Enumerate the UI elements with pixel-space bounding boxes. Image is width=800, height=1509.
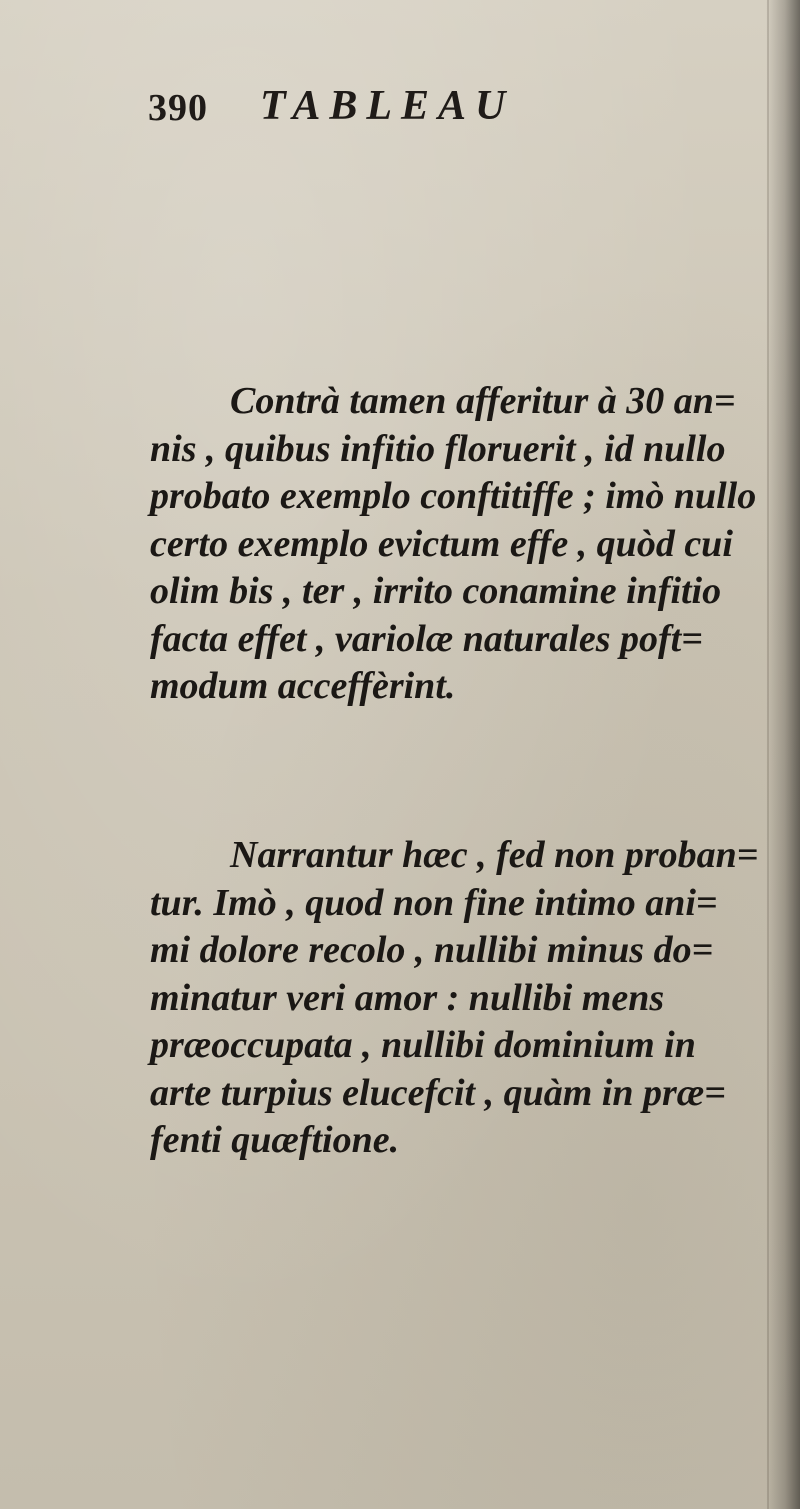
text-line: arte turpius elucefcit , quàm in præ= — [150, 1071, 726, 1114]
text-line: minatur veri amor : nullibi mens — [150, 976, 665, 1019]
page-header — [148, 82, 708, 132]
text-line: probato exemplo conftitiffe ; imò nullo — [150, 475, 757, 517]
paragraph-1 — [150, 378, 757, 711]
running-title: TABLEAU — [260, 83, 515, 129]
text-line: nis , quibus infitio floruerit , id nullo — [150, 427, 726, 470]
text-line: Contrà tamen afferitur à 30 an= — [230, 380, 736, 422]
text-line: Narrantur hæc , fed non proban= — [230, 834, 759, 876]
page-number: 390 — [148, 87, 208, 129]
text-line: facta effet , variolæ naturales poft= — [150, 617, 703, 660]
text-line: mi dolore recolo , nullibi minus do= — [150, 929, 714, 971]
text-line: certo exemplo evictum effe , quòd cui — [150, 522, 733, 565]
paragraph-2 — [150, 832, 759, 1165]
text-line: tur. Imò , quod non fine intimo ani= — [150, 881, 718, 924]
text-line: fenti quæftione. — [150, 1119, 400, 1161]
page-edge-shadow — [766, 0, 800, 1509]
text-line: præoccupata , nullibi dominium in — [150, 1024, 696, 1066]
text-line: olim bis , ter , irrito conamine infitio — [150, 570, 722, 612]
text-line: modum acceffèrint. — [150, 665, 456, 707]
